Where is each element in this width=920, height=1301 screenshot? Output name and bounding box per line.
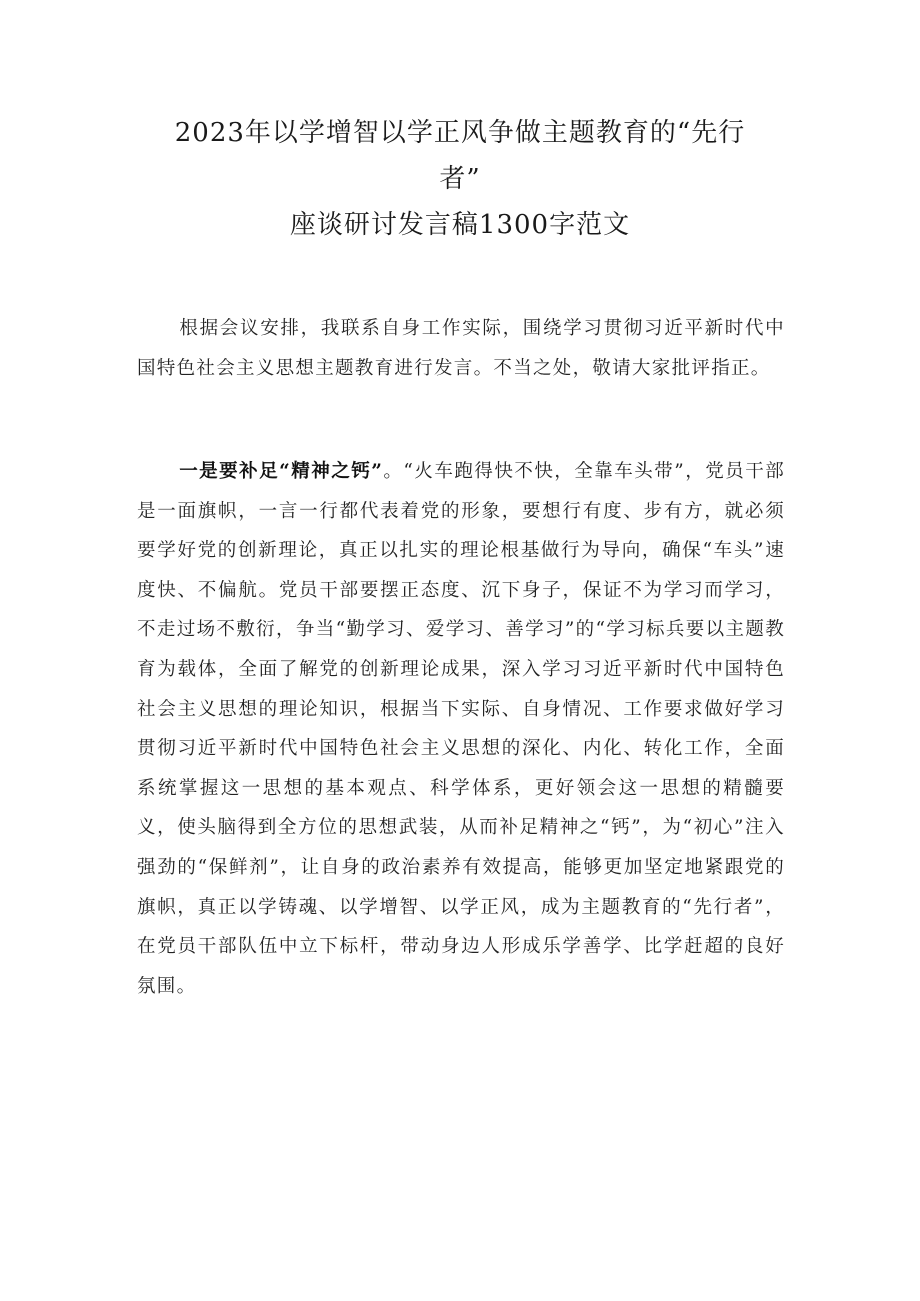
document-title <box>130 110 790 248</box>
intro-text: 根据会议安排，我联系自身工作实际，围绕学习贯彻习近平新时代中国特色社会主义思想主题教育进行发言。不当之处，敬请大家批评指正。 <box>137 318 785 379</box>
title-line-3: 座谈研讨发言稿1300字范文 <box>289 210 631 240</box>
section-text: 。“火车跑得快不快，全靠车头带”，党员干部是一面旗帜，一言一行都代表着党的形象，要想行有度、步有方，就必须要学好党的创新理论，真正以扎实的理论根基做行为导向，确保“车头”速度快、不偏航。党员干部要摆正态度、沉下身子，保证不为学习而学习，不走过场不敷衍，争当“勤学习、爱学习、善学习”的“学习标兵要以主题教育为载体，全面了解党的创新理论成果，深入学习习近平新时代中国特色社会主义思想的理论知识，根据当下实际、自身情况、工作要求做好学习贯彻习近平新时代中国特色社会主义思想的深化、内化、转化工作，全面系统掌握这一思想的基本观点、科学体系，更好领会这一思想的精髓要义，使头脑得到全方位的思想武装，从而补足精神之“钙”，为“初心”注入强劲的“保鲜剂”，让自身的政治素养有效提高，能够更加坚定地紧跟党的旗帜，真正以学铸魂、以学增智、以学正风，成为主题教育的“先行者”，在党员干部队伍中立下标杆，带动身边人形成乐学善学、比学赶超的良好氛围。 <box>137 461 785 997</box>
section-lead: 一是要补足“精神之钙” <box>179 461 384 482</box>
section-paragraph <box>137 452 785 1006</box>
title-line-1: 2023年以学增智以学正风争做主题教育的“先行 <box>174 118 746 148</box>
intro-paragraph <box>137 309 785 388</box>
title-line-2: 者” <box>439 164 481 194</box>
